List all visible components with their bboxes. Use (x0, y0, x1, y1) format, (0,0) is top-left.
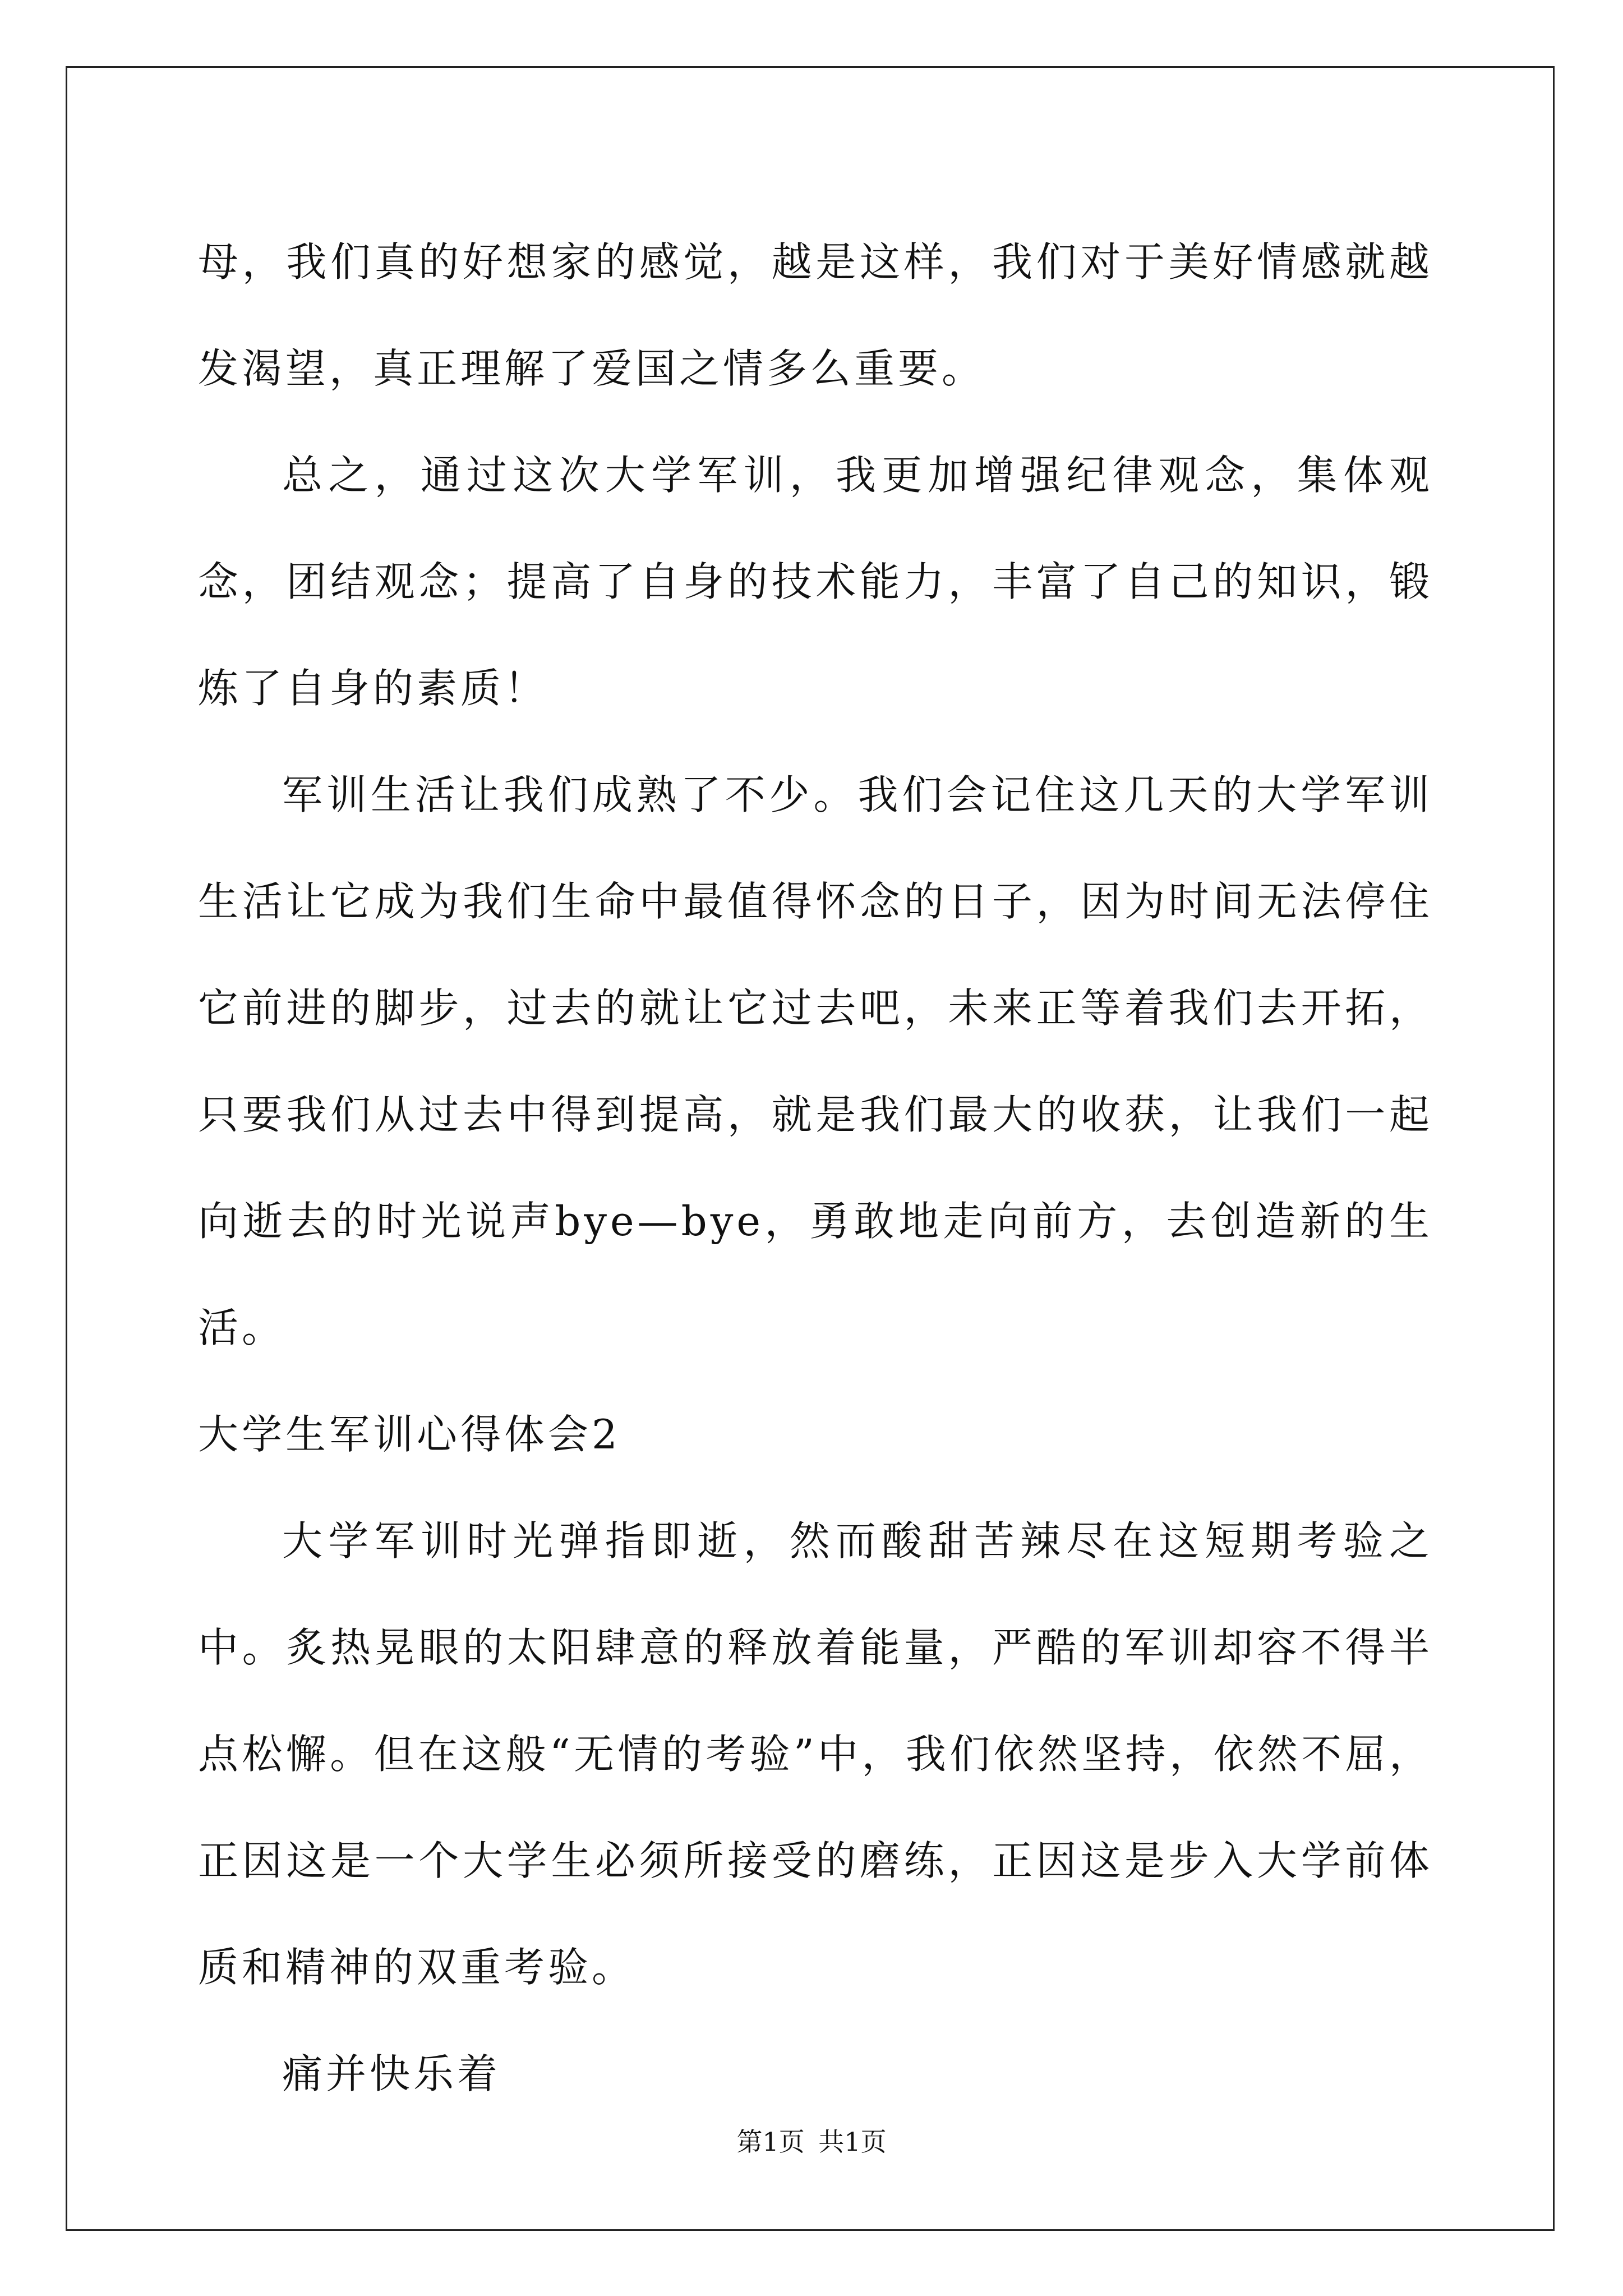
paragraph-subtitle: 痛并快乐着 (282, 2050, 501, 2097)
paragraph-summary: 总之，通过这次大学军训，我更加增强纪律观念，集体观念，团结观念；提高了自身的技术能力，丰富了自己的知识，锻炼了自身的素质！ (198, 452, 1433, 712)
page-footer: 第1页 共1页 (736, 2127, 887, 2157)
document-body (198, 209, 1433, 2127)
paragraph-intro: 大学军训时光弹指即逝，然而酸甜苦辣尽在这短期考验之中。炙热晃眼的太阳肆意的释放着能量，严酷的军训却容不得半点松懈。但在这般“无情的考验”中，我们依然坚持，依然不屈，正因这是一个大学生必须所接受的磨练，正因这是步入大学前体质和精神的双重考验。 (198, 1517, 1433, 1991)
paragraph-continued: 母，我们真的好想家的感觉，越是这样，我们对于美好情感就越发渴望，真正理解了爱国之情多么重要。 (198, 238, 1433, 392)
section-heading: 大学生军训心得体会2 (198, 1411, 621, 1458)
paragraph-reflection: 军训生活让我们成熟了不少。我们会记住这几天的大学军训生活让它成为我们生命中最值得怀念的日子，因为时间无法停住它前进的脚步，过去的就让它过去吧，未来正等着我们去开拓，只要我们从过去中得到提高，就是我们最大的收获，让我们一起向逝去的时光说声bye—bye，勇敢地走向前方，去创造新的生活。 (198, 771, 1433, 1351)
